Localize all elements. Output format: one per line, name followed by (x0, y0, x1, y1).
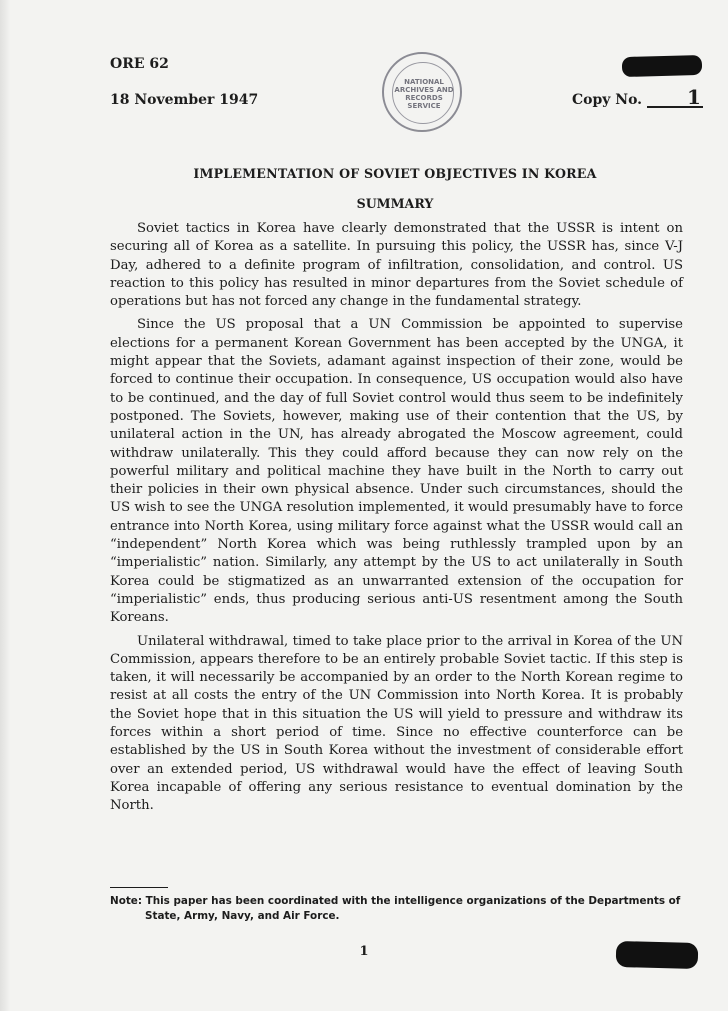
copy-number-value: 1 (647, 88, 703, 108)
document-date: 18 November 1947 (110, 92, 259, 108)
page-edge-shadow (0, 0, 10, 1011)
document-title: IMPLEMENTATION OF SOVIET OBJECTIVES IN KOREA (193, 166, 597, 181)
footnote-text-line1: This paper has been coordinated with the intelligence organizations of the Departments of (145, 895, 681, 907)
section-heading: SUMMARY (356, 196, 434, 211)
stamp-line: NATIONAL (404, 78, 444, 86)
paragraph: Since the US proposal that a UN Commission be appointed to supervise elections for a permanent Korean Government has been accepted by the UNGA, it might appear that the Soviets, adamant against inspection of their zone, would be forced to continue their occupation. In consequence, US occupation would also have to be continued, and the day of full Soviet control would thus seem to be indefinitely postponed. The Soviets, however, making use of their contention that the US, by unilateral action in the UN, has already abrogated the Moscow agreement, could withdraw unilaterally. This they could afford because they can now rely on the powerful military and political machine they have built in the North to carry out their policies in their own physical absence. Under such circumstances, should the US wish to see the UNGA resolution implemented, it would presumably have to force entrance into North Korea, using military force against what the USSR would call an “independent” North Korea which was being ruthlessly trampled upon by an “imperialistic” nation. Similarly, any attempt by the US to act unilaterally in South Korea could be stigmatized as an unwarranted extension of the occupation for “imperialistic” ends, thus producing serious anti-US resentment among the South Koreans. (110, 317, 683, 626)
archive-stamp-icon (382, 52, 462, 132)
paragraph: Soviet tactics in Korea have clearly demonstrated that the USSR is intent on securing all of Korea as a satellite. In pursuing this policy, the USSR has, since V-J Day, adhered to a definite program of infiltration, consolidation, and control. US reaction to this policy has resulted in minor departures from the Soviet schedule of operations but has not forced any change in the fundamental strategy. (110, 221, 683, 310)
footnote-text-line2: State, Army, Navy, and Air Force. (145, 910, 340, 922)
redaction-bar-top (622, 55, 702, 77)
copy-number (572, 85, 703, 109)
page-number: 1 (359, 944, 369, 959)
document-body (110, 220, 683, 821)
stamp-line: ARCHIVES AND (394, 86, 454, 94)
copy-label: Copy No. (572, 92, 643, 108)
paragraph: Unilateral withdrawal, timed to take place prior to the arrival in Korea of the UN Commission, appears therefore to be an entirely probable Soviet tactic. If this step is taken, it will necessarily be accompanied by an order to the North Korean regime to resist at all costs the entry of the UN Commission into North Korea. It is probably the Soviet hope that in this situation the US will yield to pressure and withdraw its forces within a short period of time. Since no effective counterforce can be established by the US in South Korea without the investment of considerable effort over an extended period, US withdrawal would have the effect of leaving South Korea incapable of offering any serious resistance to eventual domination by the North. (110, 633, 683, 814)
stamp-text (384, 78, 464, 110)
footnote-label: Note: (110, 895, 143, 907)
document-id: ORE 62 (110, 56, 169, 72)
stamp-line: RECORDS (405, 94, 443, 102)
redaction-bar-bottom (616, 941, 699, 969)
footnote (110, 894, 684, 924)
footnote-rule (110, 887, 168, 888)
stamp-line: SERVICE (407, 102, 441, 110)
